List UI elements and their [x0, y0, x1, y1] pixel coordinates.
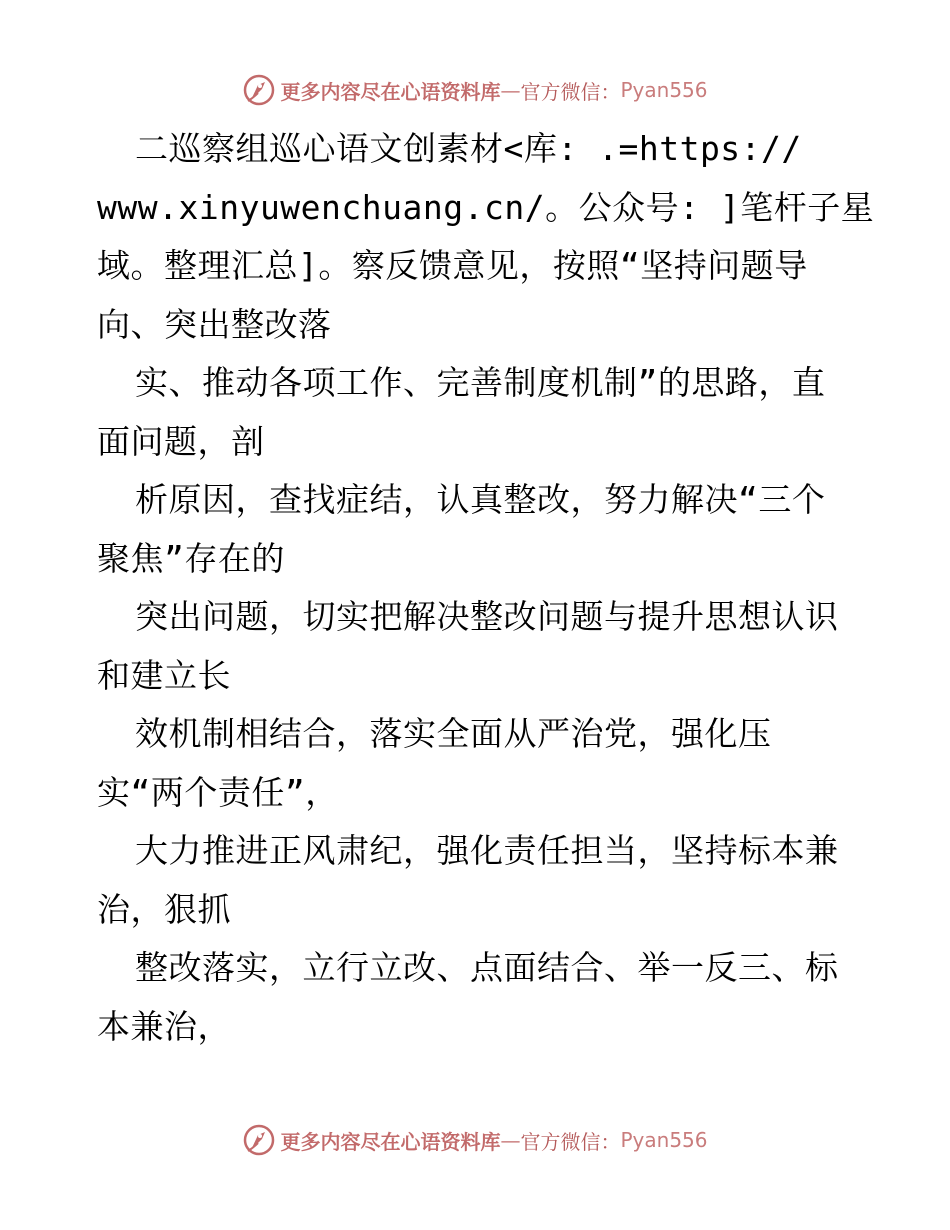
- text-line-9: 突出问题，切实把解决整改问题与提升思想认识: [135, 597, 839, 636]
- text-line-3: 域。整理汇总]。察反馈意见，按照“坚持问题导: [97, 246, 808, 285]
- header-banner: [0, 70, 950, 110]
- text-line-2: www.xinyuwenchuang.cn/。公众号: ]笔杆子星: [97, 187, 875, 227]
- text-line-12: 实“两个责任”，: [97, 772, 339, 812]
- text-line-13: 大力推进正风肃纪，强化责任担当，坚持标本兼: [135, 831, 839, 870]
- pen-nib-logo-icon: [242, 1123, 276, 1157]
- text-line-4: 向、突出整改落: [97, 304, 332, 344]
- banner-wechat-label: 官方微信：: [520, 1129, 621, 1154]
- text-line-8: 聚焦”存在的: [97, 538, 285, 578]
- pen-nib-logo-icon: [242, 73, 276, 107]
- banner-brand-text: 更多内容尽在心语资料库: [280, 79, 501, 104]
- text-line-6: 面问题，剖: [97, 421, 265, 461]
- banner-wechat-label: 官方微信：: [520, 79, 621, 104]
- document-body: [97, 120, 877, 1056]
- text-line-16: 本兼治，: [97, 1006, 231, 1046]
- text-line-15: 整改落实，立行立改、点面结合、举一反三、标: [135, 948, 839, 987]
- text-line-5: 实、推动各项工作、完善制度机制”的思路，直: [135, 363, 826, 402]
- text-line-10: 和建立长: [97, 655, 231, 695]
- text-line-7: 析原因，查找症结，认真整改，努力解决“三个: [135, 480, 826, 519]
- banner-wechat-id: Pyan556: [620, 1128, 708, 1152]
- footer-banner: [0, 1120, 950, 1160]
- banner-dash: —: [500, 1128, 521, 1152]
- banner-wechat-id: Pyan556: [620, 78, 708, 102]
- banner-brand-text: 更多内容尽在心语资料库: [280, 1129, 501, 1154]
- banner-dash: —: [500, 78, 521, 102]
- text-line-11: 效机制相结合，落实全面从严治党，强化压: [135, 714, 772, 753]
- text-line-14: 治，狠抓: [97, 889, 231, 929]
- text-line-1: 二巡察组巡心语文创素材<库: .=https://: [135, 129, 802, 168]
